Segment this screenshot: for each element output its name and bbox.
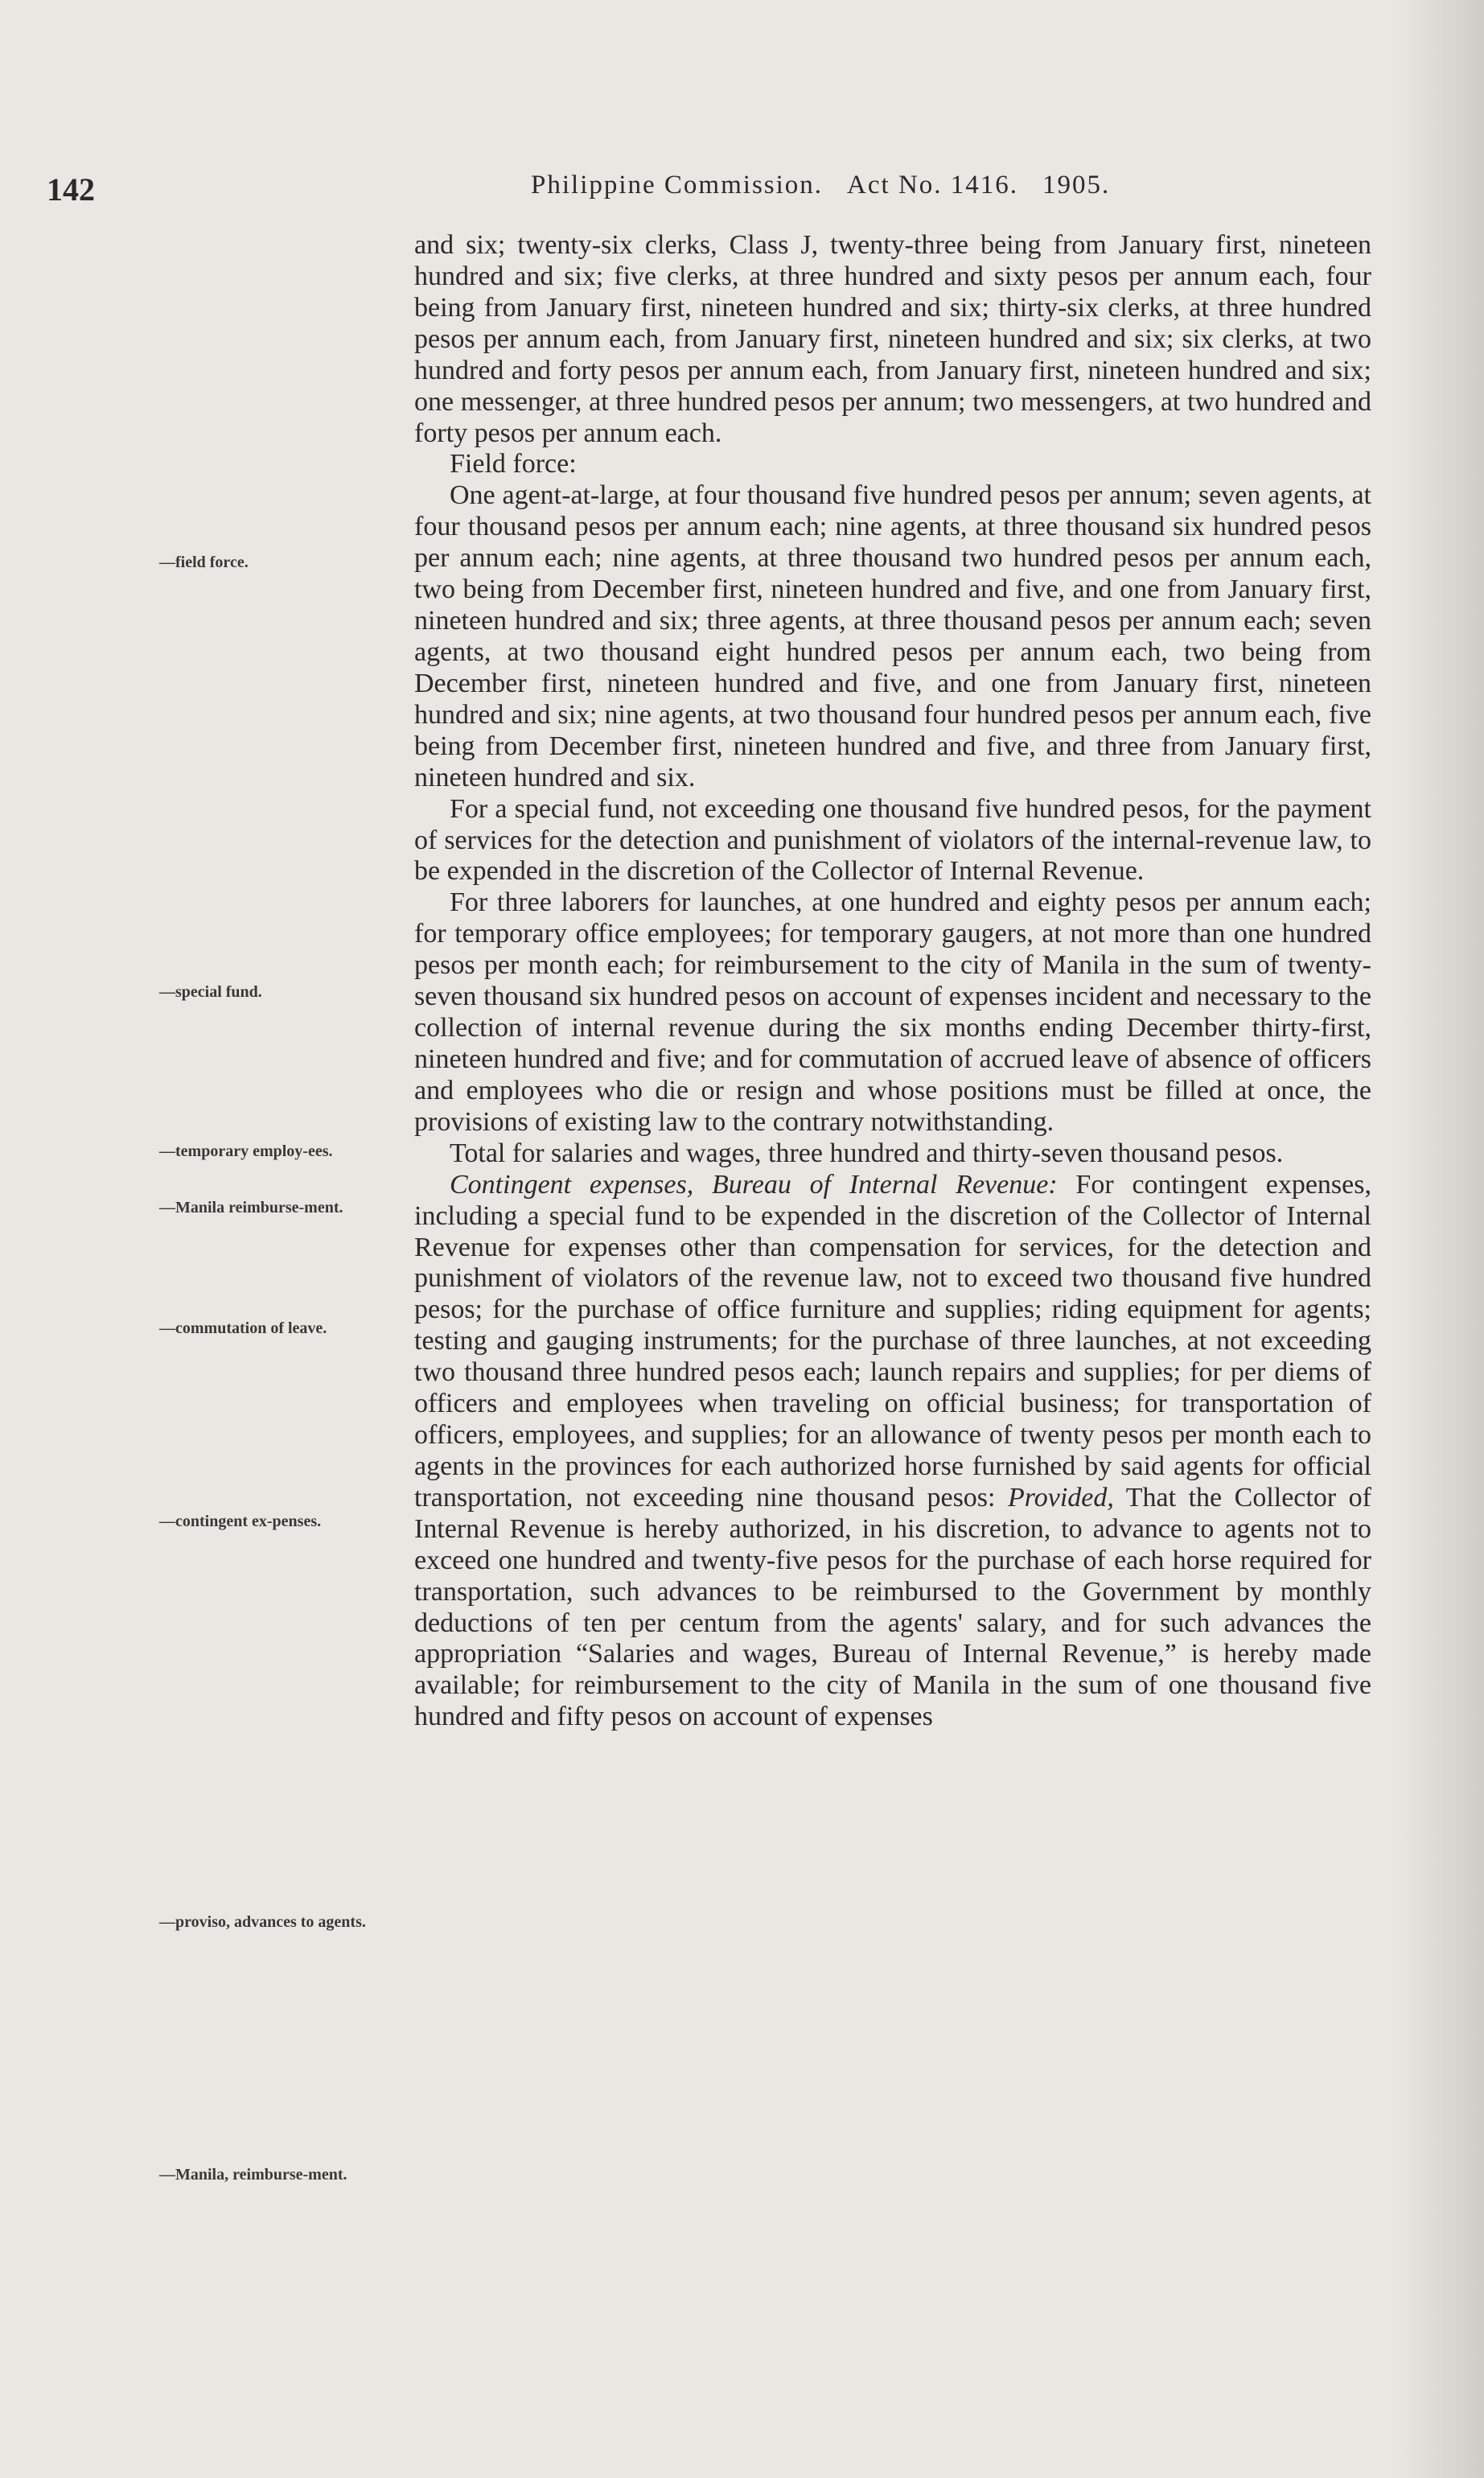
running-head-year: 1905. bbox=[1042, 171, 1111, 200]
margin-note-special-fund: —special fund. bbox=[159, 983, 262, 1001]
margin-note-manila-reimbursement: —Manila reimburse-ment. bbox=[159, 1199, 343, 1216]
paragraph-special-fund: For a special fund, not exceeding one thousand five hundred pesos, for the payment of services for the detection and punishment of violators of the internal-revenue law, to be expended in the discretion of the Collector of Internal Revenue. bbox=[414, 793, 1371, 887]
paragraph-laborers: For three laborers for launches, at one hundred and eighty pesos per annum each; for temporary office employees; for temporary gaugers, at not more than one hundred pesos per month each; for reimbursement to the city of Manila in the sum of twenty-seven thousand six hundred pesos on account of expenses incident and necessary to the collection of internal revenue during the six months ending December thirty-first, nineteen hundred and five; and for commutation of accrued leave of absence of officers and employees who die or resign and whose positions must be filled at once, the provisions of existing law to the contrary notwithstanding. bbox=[414, 887, 1371, 1137]
paragraph-field-force: One agent-at-large, at four thousand five hundred pesos per annum; seven agents, at four thousand pesos per annum each; nine agents, at three thousand six hundred pesos per annum each; nine agents, at three thousand two hundred pesos per annum each, two being from December first, nineteen hundred and five, and one from January first, nineteen hundred and six; three agents, at three thousand pesos per annum each; seven agents, at two thousand eight hundred pesos per annum each, two being from December first, nineteen hundred and five, and one from January first, nineteen hundred and six; nine agents, at two thousand four hundred pesos per annum each, five being from December first, nineteen hundred and five, and three from January first, nineteen hundred and six. bbox=[414, 480, 1371, 792]
running-head-title: Philippine Commission. bbox=[531, 171, 824, 200]
field-force-heading: Field force: bbox=[450, 449, 577, 480]
contingent-expenses-text-b: That the Collector of Internal Revenue is hereby authorized, in his discretion, to advance to agents not to exceed one hundred and twenty-five pesos for the purchase of each horse required for transportation, such advances to be reimbursed to the Government by monthly deductions of ten per centum from the agents' salary, and for such advances the appropriation “Salaries and wages, Bureau of Internal Revenue,” is hereby made available; for reimbursement to the city of Manila in the sum of one thousand five hundred and fifty pesos on account of expenses bbox=[414, 1482, 1372, 1732]
body-text bbox=[414, 230, 1371, 1733]
running-head bbox=[531, 171, 1110, 200]
running-head-act: Act No. 1416. bbox=[847, 171, 1019, 200]
margin-note-commutation-of-leave: —commutation of leave. bbox=[159, 1319, 327, 1337]
provided-keyword: Provided, bbox=[1008, 1482, 1114, 1513]
paragraph-clerks: and six; twenty-six clerks, Class J, twenty-three being from January first, nineteen hundred and six; five clerks, at three hundred and sixty pesos per annum each, four being from January first, nineteen hundred and six; thirty-six clerks, at three hundred pesos per annum each, from January first, nineteen hundred and six; six clerks, at two hundred and forty pesos per annum each, from January first, nineteen hundred and six; one messenger, at three hundred pesos per annum; two messengers, at two hundred and forty pesos per annum each. bbox=[414, 230, 1371, 448]
page-number: 142 bbox=[47, 171, 95, 208]
paragraph-total: Total for salaries and wages, three hundred and thirty-seven thousand pesos. bbox=[450, 1138, 1284, 1168]
contingent-expenses-text-a: For contingent expenses, including a special fund to be expended in the discretion of the Collector of Internal Revenue for expenses other than compensation for services, for the detection and punishment of violators of the revenue law, not to exceed two thousand five hundred pesos; for the purchase of office furniture and supplies; riding equipment for agents; testing and gauging instruments; for the purchase of three launches, at not exceeding two thousand three hundred pesos each; launch repairs and supplies; for per diems of officers and employees when traveling on official business; for transportation of officers, employees, and supplies; for an allowance of twenty pesos per month each to agents in the provinces for each authorized horse furnished by said agents for official transportation, not exceeding nine thousand pesos: bbox=[414, 1169, 1371, 1513]
margin-note-field-force: —field force. bbox=[159, 554, 249, 571]
margin-note-manila-reimbursement-2: —Manila, reimburse-ment. bbox=[159, 2166, 347, 2184]
margin-note-proviso-advances: —proviso, advances to agents. bbox=[159, 1913, 366, 1931]
margin-note-temporary-employees: —temporary employ-ees. bbox=[159, 1142, 333, 1160]
contingent-expenses-heading: Contingent expenses, Bureau of Internal Revenue: bbox=[450, 1169, 1058, 1200]
margin-note-contingent-expenses: —contingent ex-penses. bbox=[159, 1513, 322, 1530]
paragraph-contingent-expenses bbox=[414, 1170, 1371, 1734]
